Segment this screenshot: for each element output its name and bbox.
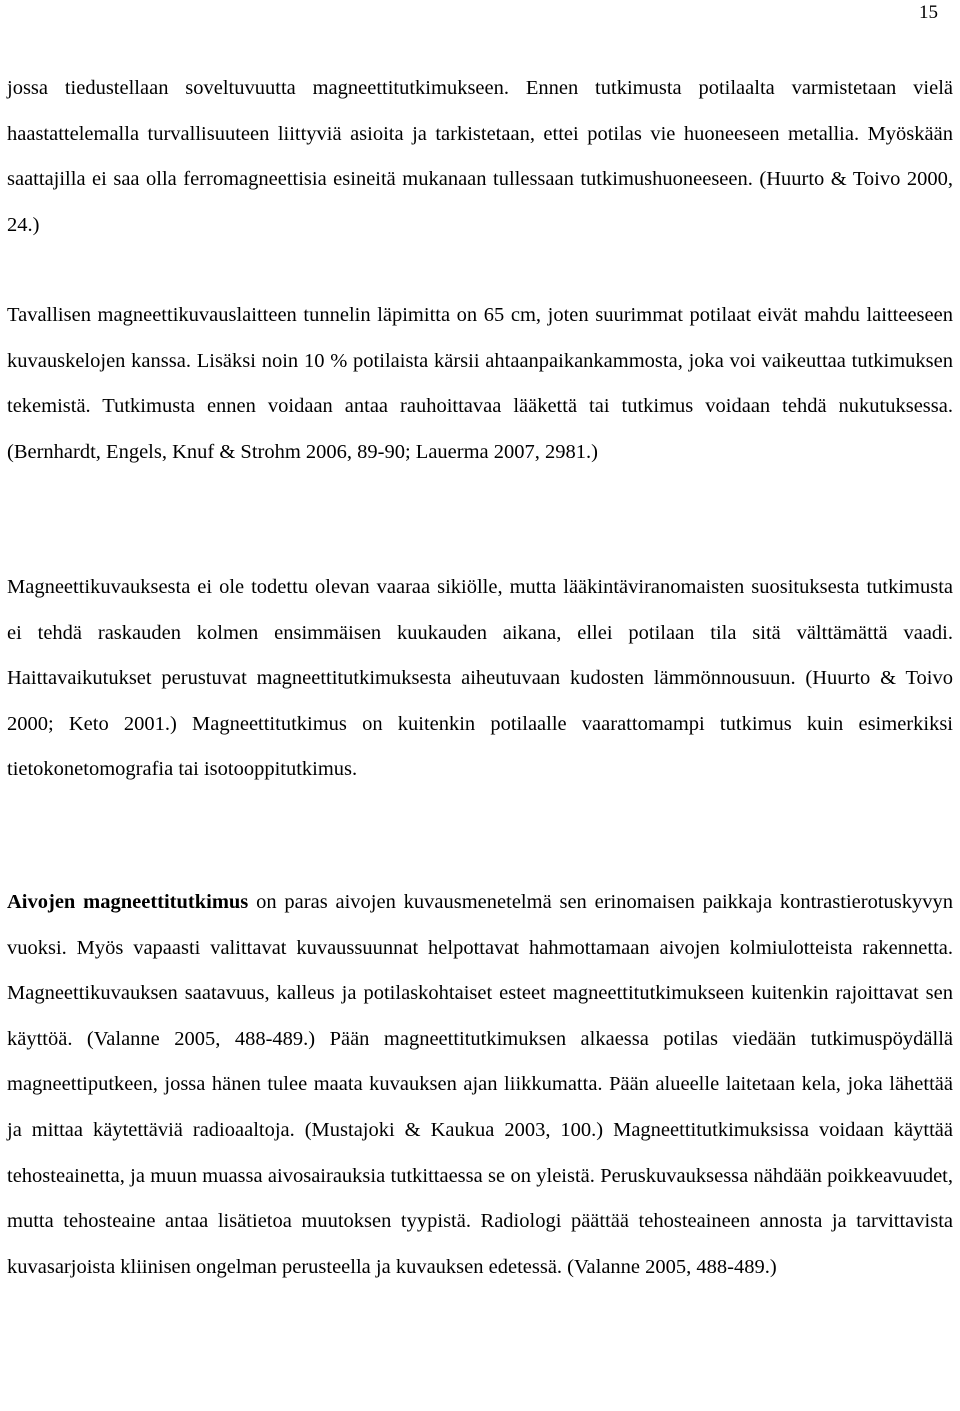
paragraph-2-text: Tavallisen magneettikuvauslaitteen tunnelin läpimitta on 65 cm, joten suurimmat potilaat eivät mahdu laitteeseen kuvauskelojen kanssa. Lisäksi noin 10 % potilaista kärsii ahtaanpaikankammosta, joka voi vaikeuttaa tutkimuksen tekemistä. Tutkimusta ennen voidaan antaa rauhoittavaa lääkettä tai tutkimus voidaan tehdä nukutuksessa. (Bernhardt, Engels, Knuf & Strohm 2006, 89-90; Lauerma 2007, 2981.) [7, 304, 953, 463]
page-number: 15 [919, 2, 938, 23]
paragraph-4-text: on paras aivojen kuvausmenetelmä sen erinomaisen paikkaja kontrastierotuskyvyn vuoksi. Myös vapaasti valittavat kuvaussuunnat helpottavat hahmottamaan aivojen kolmiulotteista rakennetta. Magneettikuvauksen saatavuus, kalleus ja potilaskohtaiset esteet magneettitutkimukseen kuitenkin rajoittavat sen käyttöä. (Valanne 2005, 488-489.) Pään magneettitutkimuksen alkaessa potilas viedään tutkimuspöydällä magneettiputkeen, jossa hänen tulee maata kuvauksen ajan liikkumatta. Pään alueelle laitetaan kela, joka lähettää ja mittaa käytettäviä radioaaltoja. (Mustajoki & Kaukua 2003, 100.) Magneettitutkimuksissa voidaan käyttää tehosteainetta, ja muun muassa aivosairauksia tutkittaessa se on yleistä. Peruskuvauksessa nähdään poikkeavuudet, mutta tehosteaine antaa lisätietoa muutoksen tyypistä. Radiologi päättää tehosteaineen annosta ja tarvittavista kuvasarjoista kliinisen ongelman perusteella ja kuvauksen edetessä. (Valanne 2005, 488-489.) [7, 891, 953, 1278]
paragraph-4 [7, 880, 953, 1290]
paragraph-2 [7, 293, 953, 475]
paragraph-3 [7, 565, 953, 793]
paragraph-1-text: jossa tiedustellaan soveltuvuutta magneettitutkimukseen. Ennen tutkimusta potilaalta varmistetaan vielä haastattelemalla turvallisuuteen liittyviä asioita ja tarkistetaan, ettei potilas vie huoneeseen metallia. Myöskään saattajilla ei saa olla ferromagneettisia esineitä mukanaan tullessaan tutkimushuoneeseen. (Huurto & Toivo 2000, 24.) [7, 77, 953, 236]
paragraph-4-bold-term: Aivojen magneettitutkimus [7, 891, 249, 913]
paragraph-1 [7, 66, 953, 248]
paragraph-3-text: Magneettikuvauksesta ei ole todettu olevan vaaraa sikiölle, mutta lääkintäviranomaisten suosituksesta tutkimusta ei tehdä raskauden kolmen ensimmäisen kuukauden aikana, ellei potilaan tila sitä välttämättä vaadi. Haittavaikutukset perustuvat magneettitutkimuksesta aiheutuvaan kudosten lämmönnousuun. (Huurto & Toivo 2000; Keto 2001.) Magneettitutkimus on kuitenkin potilaalle vaarattomampi tutkimus kuin esimerkiksi tietokonetomografia tai isotooppitutkimus. [7, 576, 953, 781]
